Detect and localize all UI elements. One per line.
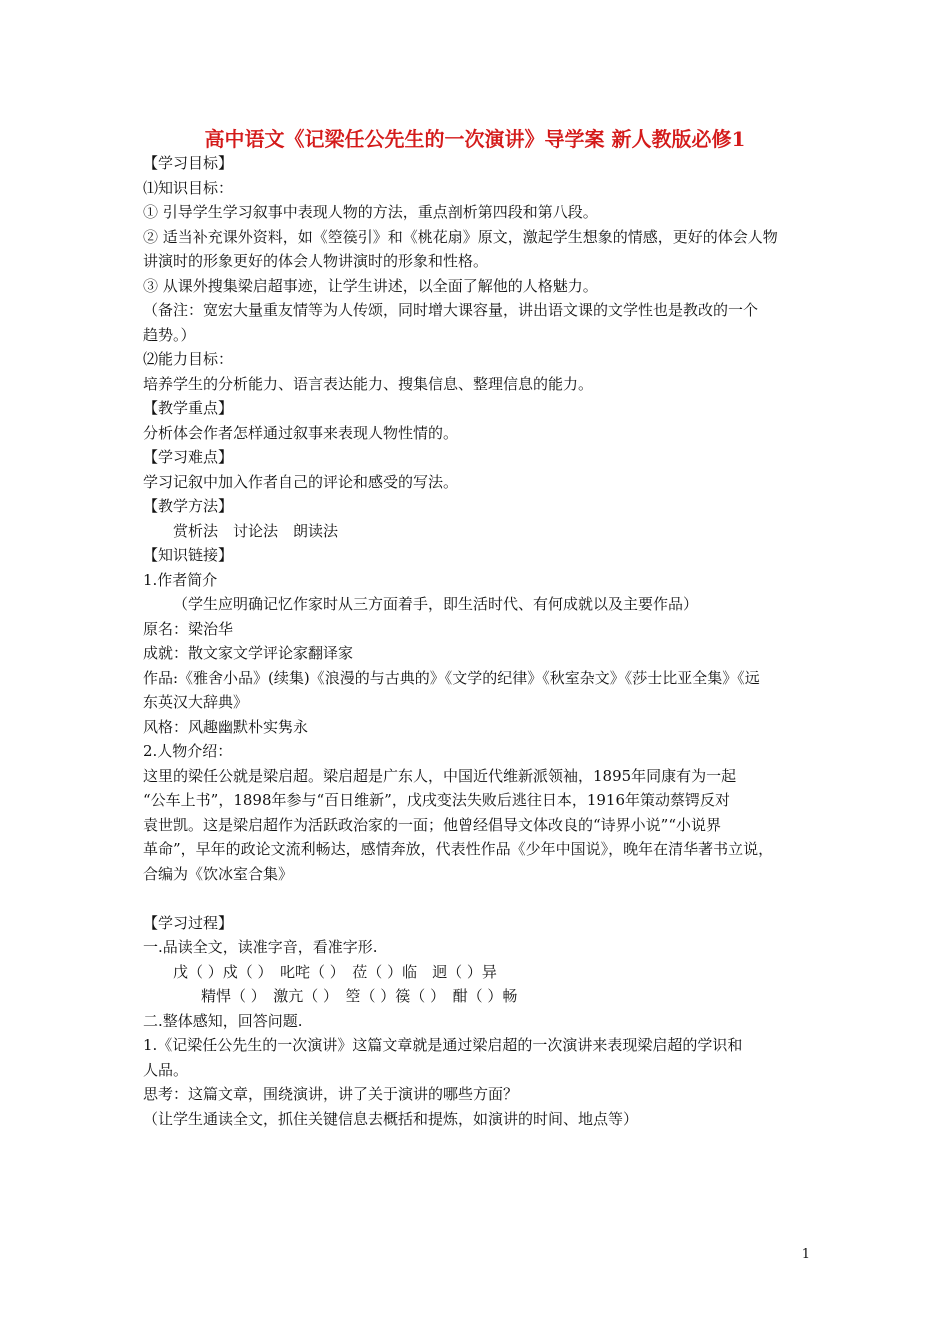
objective-2-cont: 讲演时的形象更好的体会人物讲演时的形象和性格。 — [143, 252, 489, 270]
person-intro-line-3: 袁世凯。这是梁启超作为活跃政治家的一面；他曾经倡导文体改良的“诗界小说”“小说界 — [143, 815, 722, 834]
pronunciation-row-2: 精悍（ ） 激亢（ ） 箜（ ）篌（ ） 酣（ ）畅 — [201, 987, 518, 1005]
learning-difficulty-text: 学习记叙中加入作者自己的评论和感受的写法。 — [143, 472, 459, 491]
author-achievement: 成就：散文家文学评论家翻译家 — [143, 644, 354, 662]
person-intro-line-1: 这里的梁任公就是梁启超。梁启超是广东人，中国近代维新派领袖，1895年同康有为一起 — [143, 766, 737, 785]
heading-knowledge-links: 【知识链接】 — [143, 546, 234, 564]
knowledge-objectives-label: ⑴知识目标： — [143, 178, 234, 197]
note-line-cont: 趋势。） — [143, 325, 196, 344]
person-intro-line-5: 合编为《饮冰室合集》 — [143, 864, 294, 883]
think-question: 思考：这篇文章，围绕演讲，讲了关于演讲的哪些方面？ — [143, 1085, 519, 1103]
heading-teaching-methods: 【教学方法】 — [143, 497, 234, 515]
question-1: 1.《记梁任公先生的一次演讲》这篇文章就是通过梁启超的一次演讲来表现梁启超的学识和 — [143, 1036, 743, 1054]
page-number: 1 — [801, 1247, 810, 1262]
document-body — [143, 151, 815, 1131]
teaching-focus-text: 分析体会作者怎样通过叙事来表现人物性情的。 — [143, 423, 459, 442]
author-works: 作品:《雅舍小品》(续集)《浪漫的与古典的》《文学的纪律》《秋室杂文》《莎士比亚全集》《远 — [143, 668, 760, 687]
heading-learning-objectives: 【学习目标】 — [143, 154, 234, 172]
ability-objectives-text: 培养学生的分析能力、语言表达能力、搜集信息、整理信息的能力。 — [143, 374, 594, 393]
author-style: 风格：风趣幽默朴实隽永 — [143, 717, 309, 736]
question-1-cont: 人品。 — [143, 1060, 189, 1079]
teaching-methods-text: 赏析法 讨论法 朗读法 — [173, 521, 339, 540]
process-step-2: 二.整体感知，回答问题. — [143, 1011, 303, 1030]
document-title: 高中语文《记梁任公先生的一次演讲》导学案 新人教版必修1 — [204, 127, 746, 151]
objective-1: ① 引导学生学习叙事中表现人物的方法，重点剖析第四段和第八段。 — [143, 203, 598, 221]
think-note: （让学生通读全文，抓住关键信息去概括和提炼，如演讲的时间、地点等） — [143, 1109, 639, 1128]
objective-2: ② 适当补充课外资料，如《箜篌引》和《桃花扇》原文，激起学生想象的情感，更好的体会人物 — [143, 227, 778, 246]
author-intro-note: （学生应明确记忆作家时从三方面着手，即生活时代、有何成就以及主要作品） — [173, 595, 699, 613]
heading-learning-process: 【学习过程】 — [143, 913, 234, 932]
author-original-name: 原名：梁治华 — [143, 619, 234, 638]
person-intro-line-4: 革命”，早年的政论文流利畅达，感情奔放，代表性作品《少年中国说》，晚年在清华著书立说， — [143, 840, 774, 858]
author-intro-label: 1.作者简介 — [143, 570, 218, 589]
heading-learning-difficulty: 【学习难点】 — [143, 448, 234, 466]
person-intro-label: 2.人物介绍： — [143, 742, 233, 760]
note-line: （备注：宽宏大量重友情等为人传颂，同时增大课容量，讲出语文课的文学性也是教改的一个 — [143, 301, 759, 319]
pronunciation-row-1: 戊（ ）戍（ ） 叱咤（ ） 莅（ ）临 迥（ ）异 — [173, 962, 497, 981]
author-works-cont: 东英汉大辞典》 — [143, 693, 249, 711]
process-step-1: 一.品读全文，读准字音，看准字形. — [143, 938, 378, 956]
ability-objectives-label: ⑵能力目标： — [143, 350, 234, 368]
person-intro-line-2: “公车上书”，1898年参与“百日维新”，戊戌变法失败后逃往日本，1916年策动蔡锷反对 — [143, 791, 731, 809]
heading-teaching-focus: 【教学重点】 — [143, 399, 234, 417]
blank-line — [143, 886, 815, 911]
objective-3: ③ 从课外搜集梁启超事迹，让学生讲述，以全面了解他的人格魅力。 — [143, 276, 598, 295]
